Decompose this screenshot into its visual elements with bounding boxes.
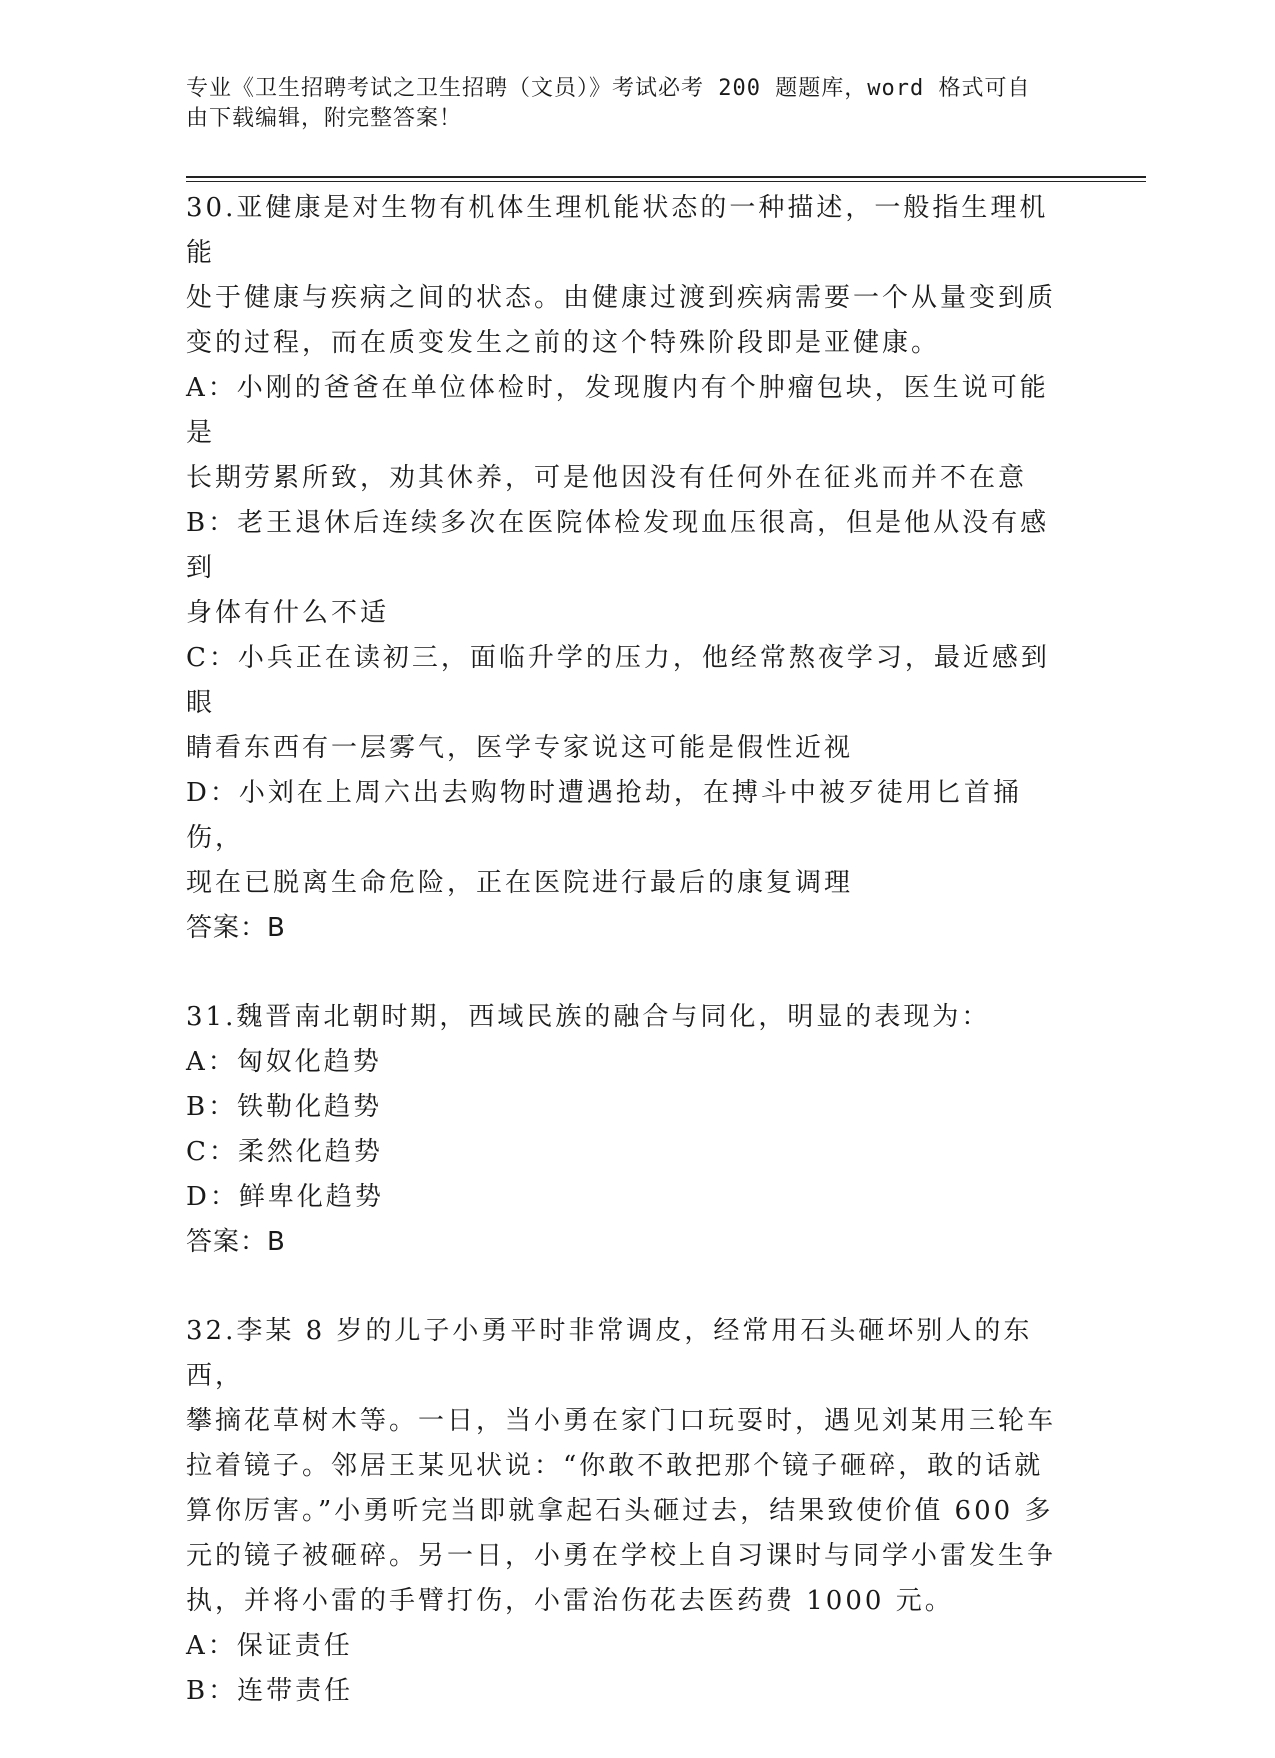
option-a <box>186 1624 1066 1669</box>
header-line-1: 专业《卫生招聘考试之卫生招聘（文员）》考试必考 200 题题库，word 格式可自 <box>186 76 1031 101</box>
question-stem <box>186 186 1066 366</box>
question-list <box>186 186 1066 1758</box>
stem-line: 拉着镜子。邻居王某见状说：“你敢不敢把那个镜子砸碎，敢的话就 <box>186 1451 1044 1481</box>
option-a <box>186 366 1066 501</box>
question-stem <box>186 1309 1066 1624</box>
option-line: D：小刘在上周六出去购物时遭遇抢劫，在搏斗中被歹徒用匕首捅伤， <box>186 778 1022 853</box>
header-divider-thick <box>186 176 1146 178</box>
option-b <box>186 1669 1066 1714</box>
stem-line: 32.李某 8 岁的儿子小勇平时非常调皮，经常用石头砸坏别人的东西， <box>186 1316 1033 1391</box>
option-line: B：老王退休后连续多次在医院体检发现血压很高，但是他从没有感到 <box>186 508 1050 583</box>
question-32 <box>186 1309 1066 1714</box>
option-line: 长期劳累所致，劝其休养，可是他因没有任何外在征兆而并不在意 <box>186 463 1028 493</box>
option-d <box>186 1175 1066 1220</box>
option-line: 睛看东西有一层雾气，医学专家说这可能是假性近视 <box>186 733 854 763</box>
stem-line: 攀摘花草树木等。一日，当小勇在家门口玩耍时，遇见刘某用三轮车 <box>186 1406 1057 1436</box>
stem-line: 31.魏晋南北朝时期，西域民族的融合与同化，明显的表现为： <box>186 1002 991 1032</box>
option-line: B：铁勒化趋势 <box>186 1092 383 1122</box>
document-header <box>186 74 1066 134</box>
answer-text: 答案：B <box>186 913 286 943</box>
option-line: 现在已脱离生命危险，正在医院进行最后的康复调理 <box>186 868 854 898</box>
option-line: A：小刚的爸爸在单位体检时，发现腹内有个肿瘤包块，医生说可能是 <box>186 373 1049 448</box>
option-line: C：柔然化趋势 <box>186 1137 383 1167</box>
header-line-2: 由下载编辑，附完整答案！ <box>186 106 463 131</box>
answer-text: 答案：B <box>186 1227 286 1257</box>
question-stem <box>186 995 1066 1040</box>
option-c <box>186 636 1066 771</box>
stem-line: 执，并将小雷的手臂打伤，小雷治伤花去医药费 1000 元。 <box>186 1586 954 1616</box>
option-a <box>186 1040 1066 1085</box>
stem-line: 变的过程，而在质变发生之前的这个特殊阶段即是亚健康。 <box>186 328 941 358</box>
stem-line: 元的镜子被砸碎。另一日，小勇在学校上自习课时与同学小雷发生争 <box>186 1541 1057 1571</box>
question-31 <box>186 995 1066 1265</box>
option-line: A：保证责任 <box>186 1631 353 1661</box>
stem-line: 30.亚健康是对生物有机体生理机能状态的一种描述，一般指生理机能 <box>186 193 1049 268</box>
option-d <box>186 771 1066 906</box>
question-30 <box>186 186 1066 951</box>
option-line: A：匈奴化趋势 <box>186 1047 382 1077</box>
option-c <box>186 1130 1066 1175</box>
option-line: B：连带责任 <box>186 1676 354 1706</box>
option-b <box>186 1085 1066 1130</box>
header-divider-thin <box>186 181 1146 182</box>
stem-line: 处于健康与疾病之间的状态。由健康过渡到疾病需要一个从量变到质 <box>186 283 1057 313</box>
option-b <box>186 501 1066 636</box>
option-line: C：小兵正在读初三，面临升学的压力，他经常熬夜学习，最近感到眼 <box>186 643 1050 718</box>
option-line: 身体有什么不适 <box>186 598 390 628</box>
option-line: D：鲜卑化趋势 <box>186 1182 384 1212</box>
stem-line: 算你厉害。”小勇听完当即就拿起石头砸过去，结果致使价值 600 多 <box>186 1496 1054 1526</box>
